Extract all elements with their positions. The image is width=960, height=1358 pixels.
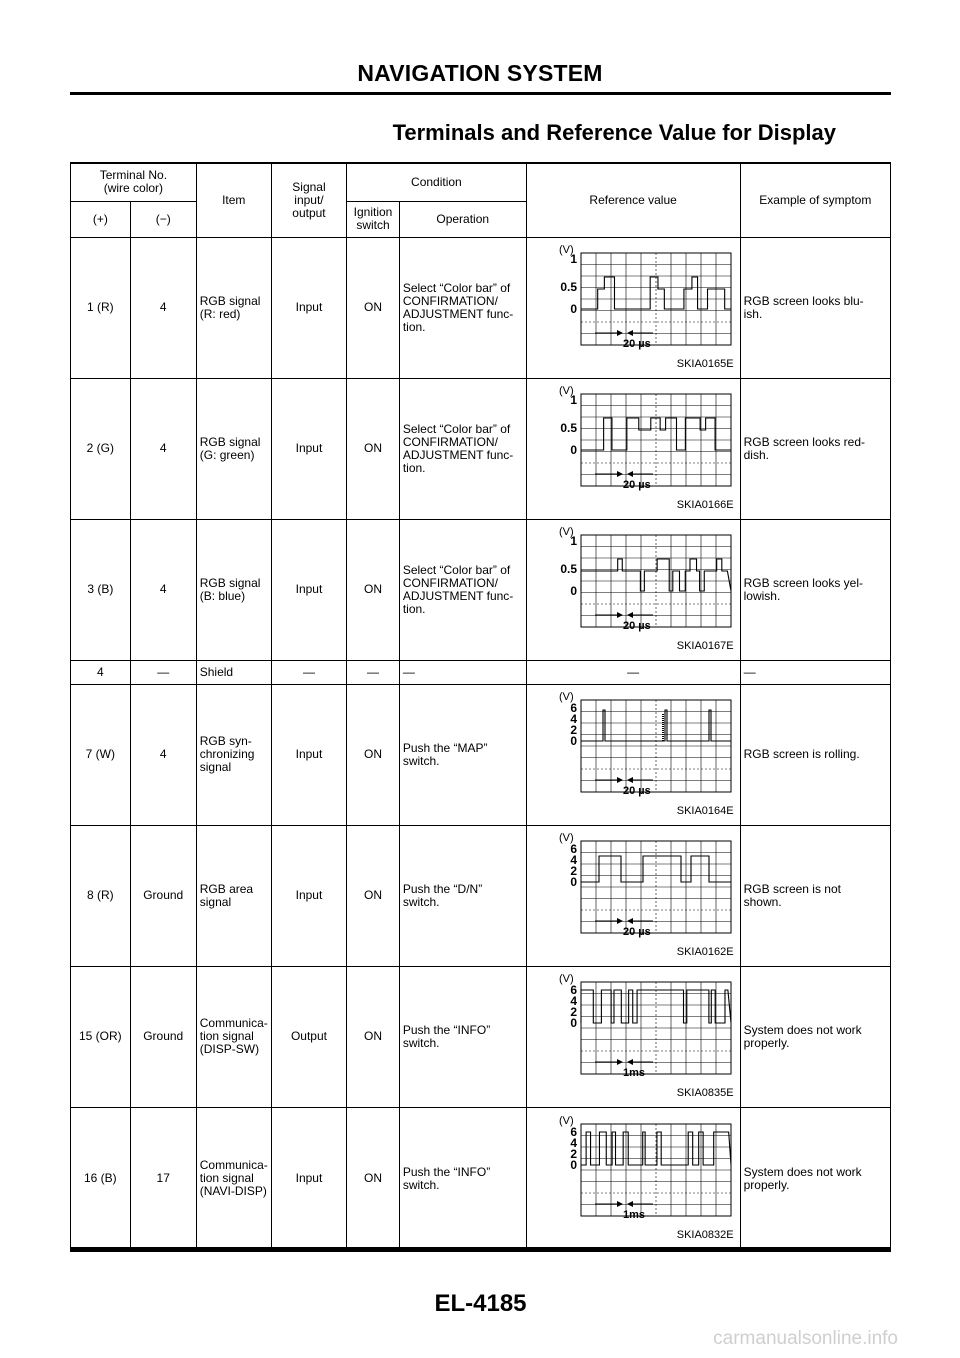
section-title: NAVIGATION SYSTEM: [357, 60, 603, 86]
waveform-chart: [529, 1114, 734, 1226]
y-tick-label: 6: [569, 982, 577, 997]
cell-terminal-plus: 7 (W): [71, 684, 131, 825]
header-reference: Reference value: [526, 163, 740, 237]
cell-terminal-minus: 4: [130, 237, 196, 378]
cell-ignition: ON: [347, 1107, 400, 1251]
y-tick-label: 0.5: [559, 279, 577, 294]
cell-reference: [526, 519, 740, 660]
y-tick-label: 0.5: [559, 420, 577, 435]
header-condition: Condition: [347, 163, 526, 201]
y-tick-label: 2: [569, 1004, 577, 1019]
cell-symptom: System does not work properly.: [740, 1107, 890, 1251]
cell-symptom: —: [740, 660, 890, 684]
cell-ignition: ON: [347, 519, 400, 660]
table-row: [71, 378, 891, 519]
time-marker-arrow: [627, 330, 633, 336]
y-tick-label: 2: [569, 863, 577, 878]
time-marker-arrow: [627, 918, 633, 924]
cell-reference: [526, 966, 740, 1107]
y-tick-label: 4: [569, 852, 577, 867]
y-tick-label: 0.5: [559, 561, 577, 576]
cell-reference: [526, 825, 740, 966]
header-plus: (+): [71, 201, 131, 237]
watermark: carmanualsonline.info: [713, 1328, 898, 1349]
cell-terminal-minus: 4: [130, 684, 196, 825]
time-scale-label: 20 µs: [622, 337, 651, 350]
y-tick-label: 0: [569, 874, 577, 889]
page-title: Terminals and Reference Value for Display: [392, 120, 836, 145]
unit-label: (V): [558, 384, 574, 397]
unit-label: (V): [558, 243, 574, 256]
y-tick-label: 4: [569, 993, 577, 1008]
cell-terminal-minus: 17: [130, 1107, 196, 1251]
header-rule: [70, 92, 891, 95]
waveform-id: SKIA0165E: [676, 357, 734, 370]
y-tick-label: 0: [569, 1015, 577, 1030]
waveform-chart: [529, 243, 734, 355]
cell-operation: Push the “INFO” switch.: [399, 966, 526, 1107]
cell-signal: Input: [271, 519, 346, 660]
header-symptom: Example of symptom: [740, 163, 890, 237]
cell-symptom: RGB screen is rolling.: [740, 684, 890, 825]
cell-terminal-minus: —: [130, 660, 196, 684]
y-tick-label: 1: [569, 533, 577, 548]
time-scale-label: 1ms: [622, 1208, 645, 1221]
terminals-table: [70, 162, 891, 1252]
y-tick-label: 4: [569, 1135, 577, 1150]
waveform-chart: [529, 525, 734, 637]
y-tick-label: 0: [569, 583, 577, 598]
table-body: [71, 237, 891, 1251]
y-tick-label: 6: [569, 841, 577, 856]
cell-operation: Push the “INFO” switch.: [399, 1107, 526, 1251]
y-tick-label: 1: [569, 251, 577, 266]
header-minus: (−): [130, 201, 196, 237]
cell-terminal-plus: 15 (OR): [71, 966, 131, 1107]
y-tick-label: 0: [569, 1157, 577, 1172]
table-row: [71, 237, 891, 378]
unit-label: (V): [558, 972, 574, 985]
y-tick-label: 6: [569, 700, 577, 715]
cell-signal: Input: [271, 825, 346, 966]
y-tick-label: 0: [569, 301, 577, 316]
waveform-chart: [529, 384, 734, 496]
table-row: [71, 966, 891, 1107]
unit-label: (V): [558, 831, 574, 844]
unit-label: (V): [558, 690, 574, 703]
cell-reference: [526, 237, 740, 378]
cell-reference: [526, 378, 740, 519]
cell-operation: Select “Color bar” of CONFIRMATION/ ADJUSTMENT func- tion.: [399, 519, 526, 660]
cell-operation: Push the “MAP” switch.: [399, 684, 526, 825]
waveform-id: SKIA0162E: [676, 945, 734, 958]
y-tick-label: 1: [569, 392, 577, 407]
footer-rule: [70, 1247, 891, 1250]
cell-item: RGB area signal: [196, 825, 271, 966]
waveform-id: SKIA0166E: [676, 498, 734, 511]
header-item: Item: [196, 163, 271, 237]
cell-item: RGB signal (R: red): [196, 237, 271, 378]
waveform-id: SKIA0835E: [676, 1086, 734, 1099]
cell-item: RGB syn- chronizing signal: [196, 684, 271, 825]
unit-label: (V): [558, 525, 574, 538]
table-row: [71, 519, 891, 660]
cell-terminal-plus: 1 (R): [71, 237, 131, 378]
cell-symptom: RGB screen looks red- dish.: [740, 378, 890, 519]
cell-item: Communica- tion signal (NAVI-DISP): [196, 1107, 271, 1251]
cell-operation: Select “Color bar” of CONFIRMATION/ ADJUSTMENT func- tion.: [399, 237, 526, 378]
cell-symptom: RGB screen is not shown.: [740, 825, 890, 966]
time-scale-label: 20 µs: [622, 619, 651, 632]
time-scale-label: 20 µs: [622, 925, 651, 938]
cell-reference: —: [526, 660, 740, 684]
cell-item: RGB signal (G: green): [196, 378, 271, 519]
cell-signal: Input: [271, 378, 346, 519]
cell-terminal-plus: 2 (G): [71, 378, 131, 519]
cell-ignition: —: [347, 660, 400, 684]
cell-reference: [526, 684, 740, 825]
waveform-chart: [529, 831, 734, 943]
cell-terminal-minus: 4: [130, 519, 196, 660]
time-scale-label: 1ms: [622, 1066, 645, 1079]
time-scale-label: 20 µs: [622, 784, 651, 797]
time-marker-arrow: [617, 471, 623, 477]
cell-signal: Input: [271, 237, 346, 378]
waveform-id: SKIA0164E: [676, 804, 734, 817]
cell-signal: —: [271, 660, 346, 684]
waveform-id: SKIA0832E: [676, 1228, 734, 1241]
cell-item: Communica- tion signal (DISP-SW): [196, 966, 271, 1107]
header-terminal: Terminal No. (wire color): [71, 163, 197, 201]
cell-terminal-minus: Ground: [130, 966, 196, 1107]
waveform-chart: [529, 972, 734, 1084]
table-row: [71, 684, 891, 825]
cell-operation: —: [399, 660, 526, 684]
cell-symptom: RGB screen looks blu- ish.: [740, 237, 890, 378]
time-marker-arrow: [617, 918, 623, 924]
time-marker-arrow: [627, 1059, 633, 1065]
cell-ignition: ON: [347, 684, 400, 825]
y-tick-label: 0: [569, 442, 577, 457]
cell-terminal-minus: 4: [130, 378, 196, 519]
cell-signal: Input: [271, 684, 346, 825]
time-marker-arrow: [627, 471, 633, 477]
waveform-chart: [529, 690, 734, 802]
cell-operation: Select “Color bar” of CONFIRMATION/ ADJUSTMENT func- tion.: [399, 378, 526, 519]
section-header: [70, 60, 890, 87]
time-marker-arrow: [617, 612, 623, 618]
y-tick-label: 2: [569, 722, 577, 737]
cell-operation: Push the “D/N” switch.: [399, 825, 526, 966]
cell-terminal-plus: 3 (B): [71, 519, 131, 660]
table-row: [71, 825, 891, 966]
y-tick-label: 0: [569, 733, 577, 748]
cell-signal: Output: [271, 966, 346, 1107]
cell-terminal-plus: 8 (R): [71, 825, 131, 966]
time-marker-arrow: [617, 777, 623, 783]
cell-ignition: ON: [347, 378, 400, 519]
header-ignition: Ignition switch: [347, 201, 400, 237]
table-row: [71, 1107, 891, 1251]
time-marker-arrow: [627, 1201, 633, 1207]
y-tick-label: 4: [569, 711, 577, 726]
time-marker-arrow: [617, 330, 623, 336]
waveform-id: SKIA0167E: [676, 639, 734, 652]
header-signal: Signal input/ output: [271, 163, 346, 237]
cell-signal: Input: [271, 1107, 346, 1251]
time-marker-arrow: [617, 1201, 623, 1207]
cell-reference: [526, 1107, 740, 1251]
cell-symptom: System does not work properly.: [740, 966, 890, 1107]
cell-ignition: ON: [347, 825, 400, 966]
table-row: [71, 660, 891, 684]
y-tick-label: 2: [569, 1146, 577, 1161]
time-marker-arrow: [617, 1059, 623, 1065]
cell-terminal-plus: 16 (B): [71, 1107, 131, 1251]
time-marker-arrow: [627, 777, 633, 783]
page-number: EL-4185: [434, 1290, 527, 1317]
time-marker-arrow: [627, 612, 633, 618]
cell-ignition: ON: [347, 966, 400, 1107]
y-tick-label: 6: [569, 1124, 577, 1139]
cell-symptom: RGB screen looks yel- lowish.: [740, 519, 890, 660]
time-scale-label: 20 µs: [622, 478, 651, 491]
cell-ignition: ON: [347, 237, 400, 378]
unit-label: (V): [558, 1114, 574, 1127]
cell-terminal-minus: Ground: [130, 825, 196, 966]
cell-item: RGB signal (B: blue): [196, 519, 271, 660]
header-operation: Operation: [399, 201, 526, 237]
cell-terminal-plus: 4: [71, 660, 131, 684]
cell-item: Shield: [196, 660, 271, 684]
